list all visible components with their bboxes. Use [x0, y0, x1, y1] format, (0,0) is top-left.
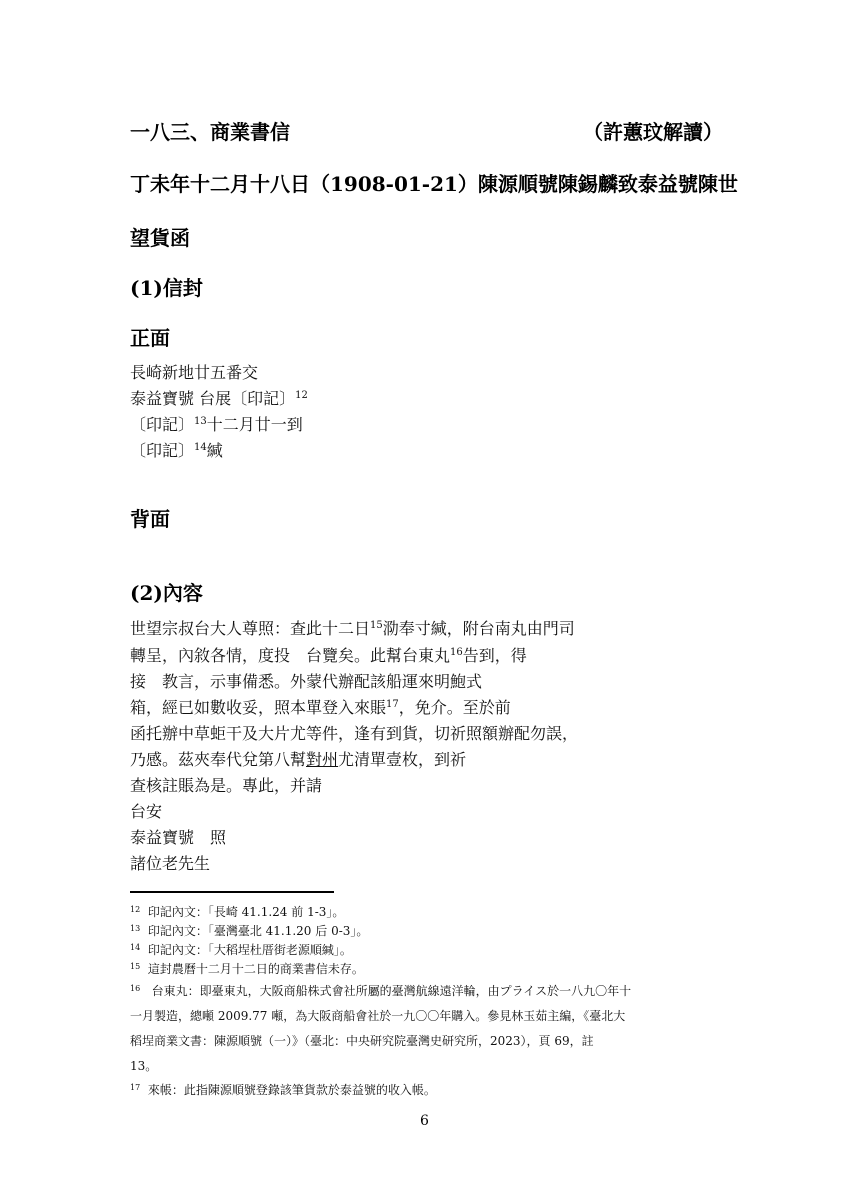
footnote-ref-17: 17 [386, 699, 399, 710]
footnote-13: $^{13}$ 印記內文：「臺灣臺北 41.1.20 后 0-3」。 [130, 924, 369, 938]
page-number: 6 [420, 1113, 429, 1129]
content-line-1: 世望宗叔台大人尊照：查此十二日$^{15}$泐奉寸緘，附台南丸由門司 [130, 619, 575, 638]
content-line-4: 箱，經已如數收妥，照本單登入來賬$^{17}$，免介。至於前 [130, 698, 511, 717]
footnote-14: $^{14}$ 印記內文：「大稻埕杜厝街老源順緘」。 [130, 943, 352, 957]
front-line-2: 泰益寶號 台展〔印記〕$^{12}$ [130, 389, 308, 408]
letter-heading-line1: 丁未年十二月十八日（1908-01-21）陳源順號陳錫麟致泰益號陳世 [130, 172, 738, 196]
content-line-5: 函托辦中草蚷干及大片尤等件，逢有到貨，切祈照額辦配勿誤， [130, 724, 579, 743]
footnote-16-cont-2: 稻埕商業文書：陳源順號（一）》（臺北：中央研究院臺灣史研究所，2023），頁 69，註 [130, 1034, 594, 1048]
content-line-9: 泰益寶號 照 [130, 828, 227, 847]
content-line-8: 台安 [130, 802, 163, 821]
footnote-16-cont-1: 一月製造，總噸 2009.77 噸，為大阪商船會社於一九〇〇年購入。參見林玉茹主編，《臺北大 [130, 1009, 626, 1023]
front-line-1: 長崎新地廿五番交 [130, 363, 259, 382]
underlined-place-name: 對州 [306, 750, 339, 769]
document-title: 一八三、商業書信 [130, 120, 290, 144]
reader-credit: （許蕙玟解讀） [583, 120, 723, 144]
footnote-15: $^{15}$ 這封農曆十二月十二日的商業書信未存。 [130, 962, 364, 976]
front-line-3: 〔印記〕$^{13}$十二月廿一到 [130, 415, 303, 434]
front-line-4: 〔印記〕$^{14}$緘 [130, 441, 223, 460]
footnote-ref-14: 14 [194, 442, 207, 453]
content-line-6: 乃感。茲夾奉代兌第八幫對州尤清單壹枚，到祈 [130, 750, 467, 769]
footnote-ref-15: 15 [370, 620, 383, 631]
footnote-16: $^{16}$ 台東丸：即臺東丸，大阪商船株式會社所屬的臺灣航線遠洋輪，由プライス於一八九〇年十 [130, 984, 632, 998]
footnote-17: $^{17}$ 來帳：此指陳源順號登錄該筆貨款於泰益號的收入帳。 [130, 1083, 436, 1097]
footnote-ref-12: 12 [295, 390, 308, 401]
footnote-ref-16: 16 [450, 647, 463, 658]
letter-heading-line2: 望貨函 [130, 226, 190, 250]
content-line-10: 諸位老先生 [130, 854, 211, 873]
content-heading: (2)內容 [130, 581, 203, 605]
footnote-separator [130, 891, 334, 893]
front-heading: 正面 [130, 326, 170, 350]
back-heading: 背面 [130, 507, 170, 531]
footnote-ref-13: 13 [194, 416, 207, 427]
content-line-3: 接 教言，示事備悉。外蒙代辦配該船運來明鮑式 [130, 672, 483, 691]
footnote-12: $^{12}$ 印記內文：「長崎 41.1.24 前 1-3」。 [130, 905, 345, 919]
envelope-heading: (1)信封 [130, 276, 203, 300]
content-line-2: 轉呈，內敘各情，度投 台覽矣。此幫台東丸$^{16}$告到，得 [130, 646, 527, 665]
footnote-16-cont-3: 13。 [130, 1059, 158, 1073]
content-line-7: 查核註賬為是。專此，并請 [130, 776, 323, 795]
